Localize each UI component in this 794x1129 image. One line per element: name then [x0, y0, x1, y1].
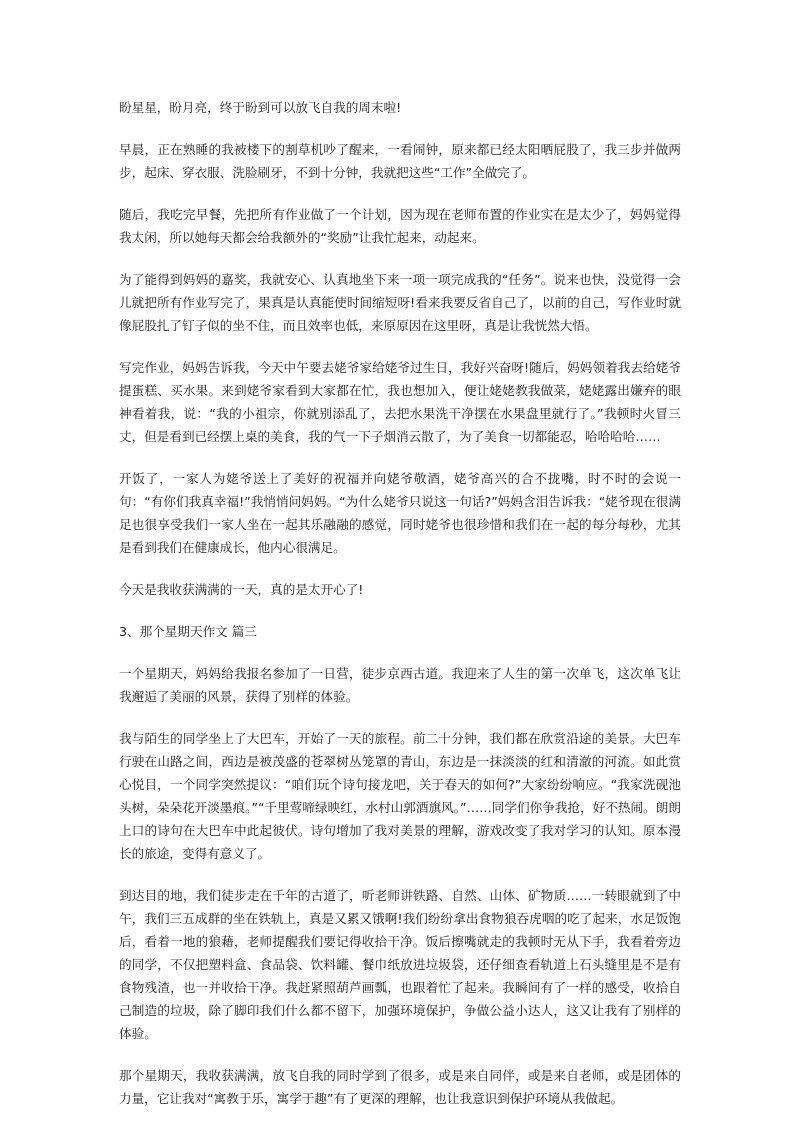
paragraph-homework-plan: 随后，我吃完早餐，先把所有作业做了一个计划，因为现在老师布置的作业实在是太少了，妈妈觉得我太闲，所以她每天都会给我额外的“奖励”让我忙起来，动起来。 [119, 207, 681, 245]
paragraph-ancient-road: 到达目的地，我们徒步走在千年的古道了，听老师讲铁路、自然、山体、矿物质……一转眼就到了中午，我们三五成群的坐在铁轨上，真是又累又饿啊!我们纷纷拿出食物狼吞虎咽的吃了起来，水足饭饱后，看着一地的狼藉，老师提醒我们要记得收拾干净。饭后擦嘴就走的我顿时无从下手，我看着旁边的同学，不仅把塑料盒、食品袋、饮料罐、餐巾纸放进垃圾袋，还仔细查看轨道上石头缝里是不是有食物残渣，也一并收拾干净。我赶紧照葫芦画瓢，也跟着忙了起来。我瞬间有了一样的感受，收拾自己制造的垃圾，除了脚印我们什么都不留下，加强环境保护，争做公益小达人，这又让我有了别样的体验。 [119, 888, 681, 1041]
paragraph-conclusion: 那个星期天，我收获满满，放飞自我的同时学到了很多，或是来自同伴，或是来自老师，或是团体的力量，它让我对“寓教于乐，寓学于趣”有了更深的理解，也让我意识到保护环境从我做起。 [119, 1068, 681, 1106]
paragraph-grandpa-birthday: 写完作业，妈妈告诉我，今天中午要去姥爷家给姥爷过生日，我好兴奋呀!随后，妈妈领着我去给姥爷提蛋糕、买水果。来到姥爷家看到大家都在忙，我也想加入，便让姥姥教我做菜，姥姥露出嫌弃的眼神看着我，说：“我的小祖宗，你就别添乱了，去把水果洗干净摆在水果盘里就行了。”我顿时火冒三丈，但是看到已经摆上桌的美食，我的气一下子烟消云散了，为了美食一切都能忍，哈哈哈哈…… [119, 360, 681, 444]
paragraph-finish-homework: 为了能得到妈妈的嘉奖，我就安心、认真地坐下来一项一项完成我的“任务”。说来也快，没觉得一会儿就把所有作业写完了，果真是认真能使时间缩短呀!看来我要反省自己了，以前的自己，写作业时就像屁股扎了钉子似的坐不住，而且效率也低，来原原因在这里呀，真是让我恍然大悟。 [119, 272, 681, 333]
paragraph-weekend-intro: 盼星星，盼月亮，终于盼到可以放飞自我的周末啦! [119, 100, 402, 115]
paragraph-bus-ride: 我与陌生的同学坐上了大巴车，开始了一天的旅程。前二十分钟，我们都在欣赏沿途的美景。大巴车行驶在山路之间，西边是被茂盛的苍翠树丛笼罩的青山，东边是一抹淡淡的红和清澈的河流。如此赏心悦目，一个同学突然提议：“咱们玩个诗句接龙吧，关于春天的如何?”大家纷纷响应。“我家洗砚池头树，朵朵花开淡墨痕。”“千里莺啼绿映红，水村山郭酒旗风。”……同学们你争我抢，好不热闹。朗朗上口的诗句在大巴车中此起彼伏。诗句增加了我对美景的理解，游戏改变了我对学习的认知。原本漫长的旅途，变得有意义了。 [119, 731, 681, 861]
section-heading: 3、那个星期天作文 篇三 [119, 624, 257, 639]
paragraph-day-camp: 一个星期天，妈妈给我报名参加了一日营，徒步京西古道。我迎来了人生的第一次单飞，这次单飞让我邂逅了美丽的风景，获得了别样的体验。 [119, 666, 681, 704]
paragraph-happy-day: 今天是我收获满满的一天，真的是太开心了! [119, 582, 364, 597]
document-page [119, 96, 681, 1129]
paragraph-morning: 早晨，正在熟睡的我被楼下的割草机吵了醒来，一看闹钟，原来都已经太阳晒屁股了，我三步并做两步，起床、穿衣服、洗脸刷牙，不到十分钟，我就把这些“工作”全做完了。 [119, 142, 681, 180]
paragraph-dinner: 开饭了，一家人为姥爷送上了美好的祝福并向姥爷敬酒，姥爷高兴的合不拢嘴，时不时的会说一句：“有你们我真幸福!”我悄悄问妈妈。“为什么姥爷只说这一句话?”妈妈含泪告诉我：“姥爷现在很满足也很享受我们一家人坐在一起其乐融融的感觉，同时姥爷也很珍惜和我们在一起的每分每秒，尤其是看到我们在健康成长，他内心很满足。 [119, 471, 681, 555]
